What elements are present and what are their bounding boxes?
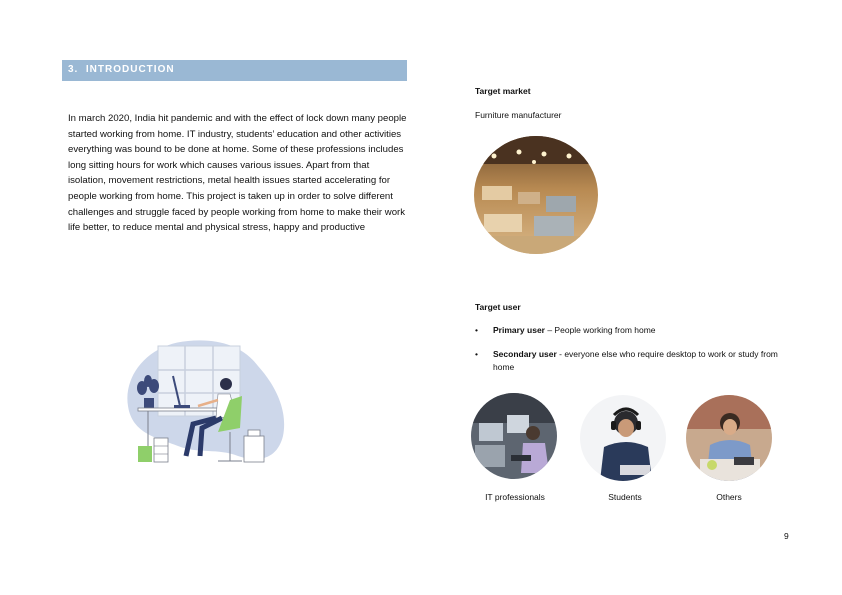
primary-user-text: – People working from home xyxy=(544,325,656,335)
others-photo xyxy=(686,395,772,481)
secondary-user-text: - everyone else who require desktop to work or study from home xyxy=(493,348,778,372)
intro-paragraph: In march 2020, India hit pandemic and with the effect of lock down many people started working from home. IT industry, students’ education and other activities everything was bound to be done at home. Some of these professions includes long sitting hours for work which causes various issues. Apart from that isolation, movement restrictions, metal health issues started accelerating for people working from home. This project is taken up in order to solve different challenges and struggle faced by people working from home to make their work life better, to reduce mental and physical stress, happy and productive xyxy=(68,113,407,234)
target-user-heading: Target user xyxy=(475,302,521,312)
it-professionals-photo xyxy=(471,393,557,479)
page-number: 9 xyxy=(784,531,789,541)
secondary-user-label: Secondary user xyxy=(493,348,557,359)
work-from-home-illustration xyxy=(118,336,290,468)
target-user-list xyxy=(475,324,795,385)
user-group-caption-students: Students xyxy=(608,492,642,502)
primary-user-label: Primary user xyxy=(493,325,545,335)
section-number: 3. xyxy=(68,64,79,75)
user-group-caption-it: IT professionals xyxy=(485,492,545,502)
list-item-secondary-user xyxy=(475,348,795,375)
list-item-primary-user xyxy=(475,324,795,338)
target-market-value: Furniture manufacturer xyxy=(475,110,562,120)
target-market-heading: Target market xyxy=(475,86,531,96)
bullet-symbol: • xyxy=(475,325,478,335)
section-header-bar xyxy=(62,60,407,81)
furniture-factory-photo xyxy=(474,136,598,254)
section-title: INTRODUCTION xyxy=(85,64,175,75)
user-group-caption-others: Others xyxy=(716,492,742,502)
students-photo xyxy=(580,395,666,481)
bullet-symbol: • xyxy=(475,348,478,359)
